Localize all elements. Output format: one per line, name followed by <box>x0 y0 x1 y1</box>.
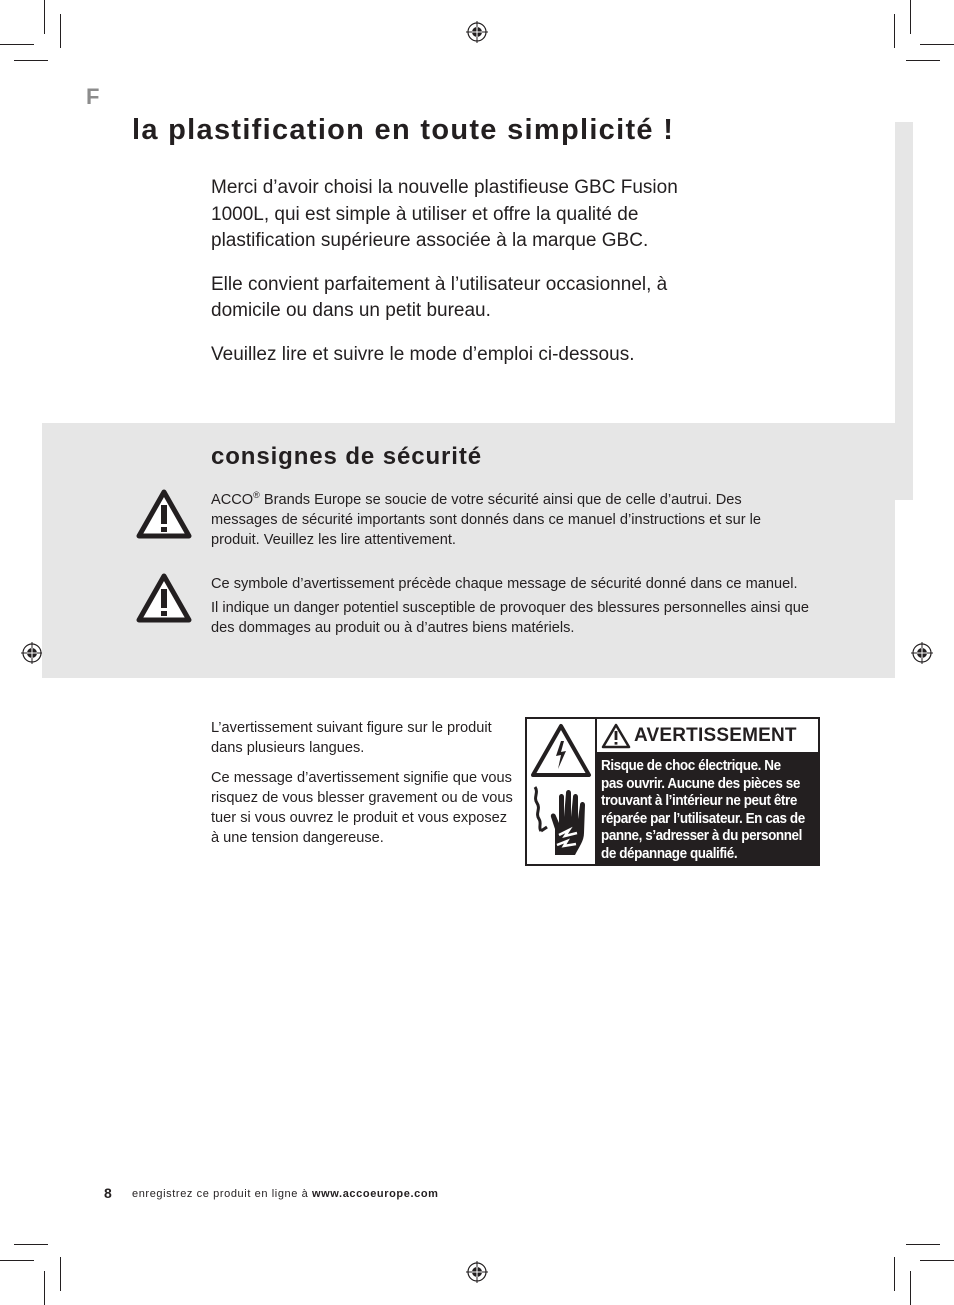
language-letter: F <box>86 84 100 109</box>
label-line: Risque de choc électrique. Ne <box>601 758 781 774</box>
explanation-paragraph: L’avertissement suivant figure sur le produit dans plusieurs langues. <box>211 720 492 756</box>
crop-mark <box>910 1271 911 1305</box>
brand-name: ACCO <box>211 492 254 508</box>
registration-mark-icon <box>911 642 933 664</box>
page-title: la plastification en toute simplicité ! <box>132 114 675 146</box>
label-header <box>597 719 818 754</box>
label-heading: AVERTISSEMENT <box>634 724 797 746</box>
safety-title: consignes de sécurité <box>211 443 482 470</box>
crop-mark <box>44 1271 45 1305</box>
intro-section <box>211 175 731 385</box>
label-line: panne, s’adresser à du personnel <box>601 828 802 844</box>
intro-paragraph: Elle convient parfaitement à l’utilisateur occasionnel, à domicile ou dans un petit bureau. <box>211 273 668 321</box>
crop-mark <box>894 14 895 48</box>
registration-mark-icon <box>21 642 43 664</box>
crop-mark <box>920 44 954 45</box>
page-number: 8 <box>104 1185 112 1201</box>
crop-mark <box>910 0 911 34</box>
crop-mark <box>14 1244 48 1245</box>
crop-mark <box>0 44 34 45</box>
high-voltage-icon <box>530 723 592 779</box>
warning-triangle-icon <box>135 572 193 624</box>
crop-mark <box>14 60 48 61</box>
crop-mark <box>906 1244 940 1245</box>
footer-text <box>132 1188 439 1200</box>
label-line: pas ouvrir. Aucune des pièces se <box>601 775 800 792</box>
footer-label: enregistrez ce produit en ligne à <box>132 1188 312 1200</box>
intro-paragraph: Merci d’avoir choisi la nouvelle plastifieuse GBC Fusion 1000L, qui est simple à utiliser et offre la qualité de plastification supérieure associée à la marque GBC. <box>211 177 678 251</box>
label-line: réparée par l’utilisateur. En cas de <box>601 810 805 827</box>
registration-mark-icon <box>466 21 488 43</box>
crop-mark <box>906 60 940 61</box>
crop-mark <box>920 1260 954 1261</box>
electric-shock-warning-label <box>525 717 820 866</box>
side-tab-bar <box>895 122 913 500</box>
safety-message-text: Brands Europe se soucie de votre sécurité ainsi que de celle d’autrui. Des messages de sécurité importants sont donnés dans ce manuel d’instructions et sur le produit. Veuillez les lire attentivement. <box>211 492 761 548</box>
label-line: de dépannage qualifié. <box>601 845 738 862</box>
crop-mark <box>44 0 45 34</box>
registration-mark-icon <box>466 1261 488 1283</box>
label-body <box>597 754 818 864</box>
label-icon-column <box>527 719 597 864</box>
electric-shock-hand-icon <box>529 783 593 861</box>
footer-url: www.accoeurope.com <box>312 1188 439 1200</box>
crop-mark <box>60 1257 61 1291</box>
crop-mark <box>60 14 61 48</box>
crop-mark <box>894 1257 895 1291</box>
warning-triangle-icon <box>135 488 193 540</box>
safety-message-2 <box>211 574 811 642</box>
warning-explanation <box>211 718 516 858</box>
safety-message-text: Ce symbole d’avertissement précède chaque message de sécurité donné dans ce manuel. <box>211 576 798 592</box>
label-line: trouvant à l’intérieur ne peut être <box>601 793 797 809</box>
safety-message-1 <box>211 490 811 554</box>
explanation-paragraph: Ce message d’avertissement signifie que vous risquez de vous blesser gravement ou de vous tuer si vous ouvrez le produit et vous exposez à une tension dangereuse. <box>211 770 513 846</box>
intro-paragraph: Veuillez lire et suivre le mode d’emploi ci-dessous. <box>211 343 635 365</box>
safety-message-text: Il indique un danger potentiel susceptible de provoquer des blessures personnelles ainsi que des dommages au produit ou à d’autres biens matériels. <box>211 600 809 636</box>
registered-mark: ® <box>253 490 260 501</box>
warning-triangle-icon <box>601 723 631 749</box>
crop-mark <box>0 1260 34 1261</box>
